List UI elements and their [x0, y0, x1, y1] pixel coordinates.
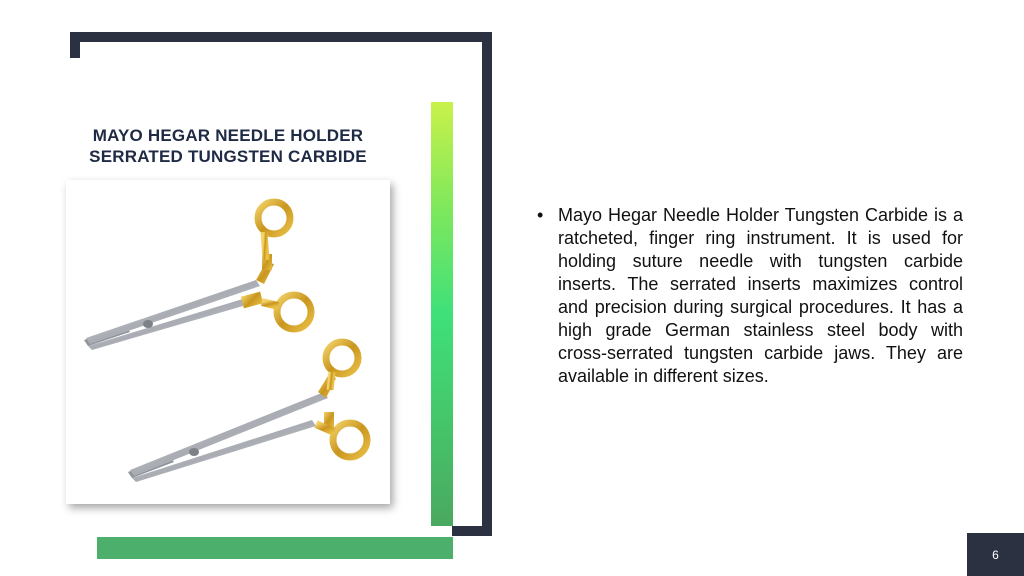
- page-number: 6: [992, 547, 999, 562]
- product-photo: [66, 180, 390, 504]
- green-base-bar: [97, 537, 453, 559]
- frame-right-border: [482, 32, 492, 536]
- frame-bottom-stub: [452, 526, 492, 536]
- title-line-2: SERRATED TUNGSTEN CARBIDE: [89, 147, 367, 166]
- needle-holder-illustration: [66, 180, 390, 504]
- description-list: [537, 204, 963, 388]
- frame-left-stub: [70, 32, 80, 58]
- bullet-item: [537, 204, 963, 388]
- upper-needle-holder: [84, 202, 311, 350]
- bullet-marker: •: [537, 205, 544, 225]
- page-number-badge: [967, 533, 1024, 576]
- lower-needle-holder: [128, 342, 367, 482]
- title-line-1: MAYO HEGAR NEEDLE HOLDER: [92, 126, 364, 145]
- frame-top-border: [70, 32, 492, 42]
- green-gradient-bar: [431, 102, 453, 526]
- slide-title: [48, 125, 408, 167]
- bullet-text: Mayo Hegar Needle Holder Tungsten Carbide is a ratcheted, finger ring instrument. It is used for holding suture needle with tungsten carbide inserts. The serrated inserts maximizes control and precision during surgical procedures. It has a high grade German stainless steel body with cross-serrated tungsten carbide jaws. They are available in different sizes.: [558, 205, 963, 386]
